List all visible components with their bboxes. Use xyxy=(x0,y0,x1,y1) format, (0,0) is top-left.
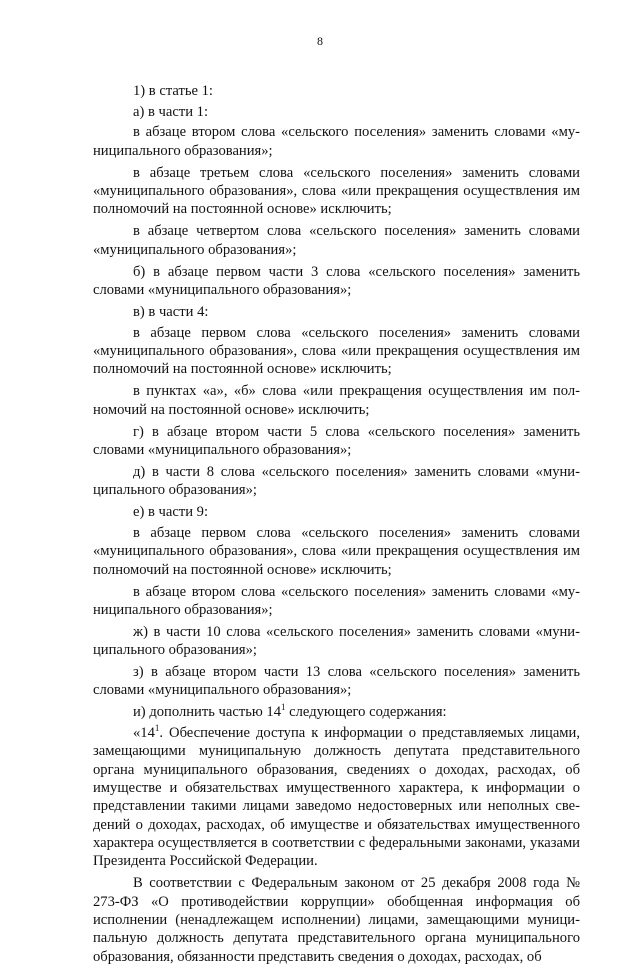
paragraph: В соответствии с Федеральным законом от 25 декабря 2008 года № 273-ФЗ «О противодействии коррупции» обобщенная информация об исполнении (ненадлежащем исполнении) лицами, замещающими муниципальную должность депутата представительного органа муниципального образования, обязанности представить сведения о доходах, расходах, об xyxy=(93,875,580,965)
superscript: 1 xyxy=(281,702,286,713)
paragraph: в абзаце третьем слова «сельского поселения» заменить словами «муниципального образования», слова «или прекращения осуществления им полномочий на постоянной основе» исключить; xyxy=(93,164,580,218)
paragraph-part-9: е) в части 9: xyxy=(133,504,209,521)
paragraph-part-1: а) в части 1: xyxy=(133,103,209,120)
paragraph: д) в части 8 слова «сельского поселения» заменить словами «муниципального образования»; xyxy=(93,463,580,499)
paragraph: в абзаце втором слова «сельского поселения» заменить словами «муниципального образования»; xyxy=(93,583,580,618)
paragraph: в абзаце первом слова «сельского поселения» заменить словами «муниципального образования», слова «или прекращения осуществления им полномочий на постоянной основе» исключить; xyxy=(93,524,580,578)
text-span: . Обеспечение доступа к информации о представляемых лицами, замещающими муниципальную должность депутата представительного органа муниципального образования, сведениях о доходах, расходах, об имуществе и обязательствах имущественного характера, к информации о представлении такими лицами заведомо недостоверных или неполных сведений о доходах, расходах, об имуществе и обязательствах имущественного характера осуществляется в соответствии с федеральными законами, указами Президента Российской Федерации. xyxy=(93,725,580,870)
paragraph-part-4: в) в части 4: xyxy=(133,303,209,320)
paragraph: ж) в части 10 слова «сельского поселения» заменить словами «муниципального образования»; xyxy=(93,623,580,659)
paragraph: б) в абзаце первом части 3 слова «сельского поселения» заменить словами «муниципального образования»; xyxy=(93,263,580,298)
paragraph-add-part xyxy=(93,703,580,721)
paragraph: г) в абзаце втором части 5 слова «сельского поселения» заменить словами «муниципального образования»; xyxy=(93,423,580,458)
paragraph: в пунктах «а», «б» слова «или прекращения осуществления им полномочий на постоянной основе» исключить; xyxy=(93,383,580,418)
text-span: и) дополнить частью 14 xyxy=(133,704,282,721)
text-span: следующего содержания: xyxy=(285,704,447,721)
paragraph-article-1: 1) в статье 1: xyxy=(133,83,213,99)
paragraph: в абзаце четвертом слова «сельского поселения» заменить словами «муниципального образования»; xyxy=(93,223,580,258)
paragraph: в абзаце втором слова «сельского поселения» заменить словами «муниципального образования»; xyxy=(93,124,580,159)
paragraph: з) в абзаце втором части 13 слова «сельского поселения» заменить словами «муниципального образования»; xyxy=(93,664,580,699)
paragraph: в абзаце первом слова «сельского поселения» заменить словами «муниципального образования», слова «или прекращения осуществления им полномочий на постоянной основе» исключить; xyxy=(93,324,580,378)
document-body xyxy=(93,82,580,970)
superscript: 1 xyxy=(154,723,160,734)
page-number: 8 xyxy=(317,34,323,48)
paragraph-quoted-part xyxy=(93,724,580,871)
text-span: «14 xyxy=(133,725,155,742)
